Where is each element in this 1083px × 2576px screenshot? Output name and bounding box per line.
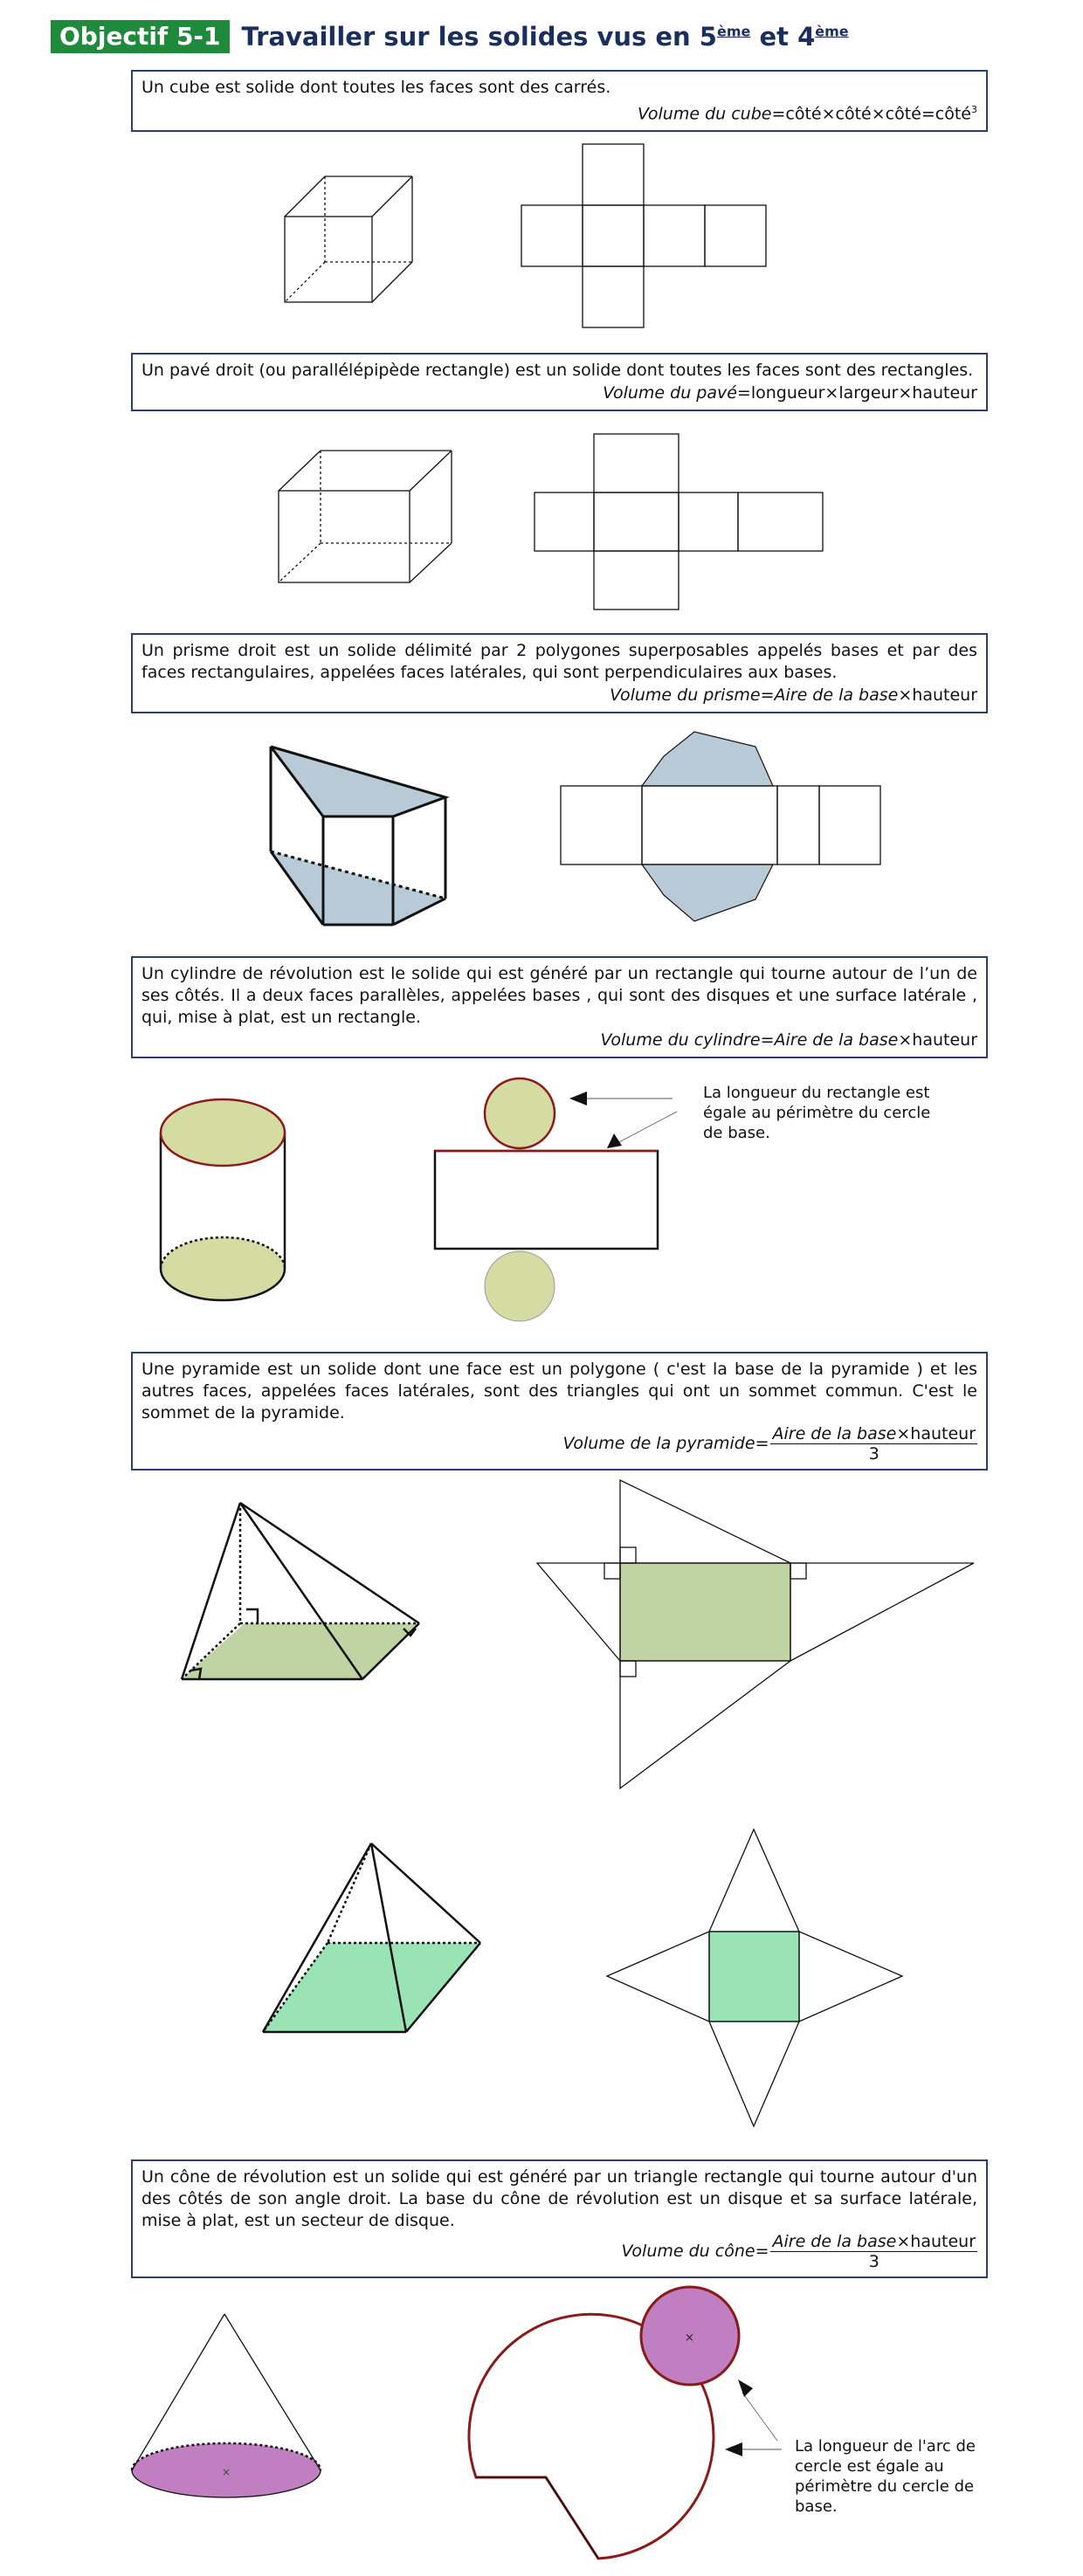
prisme-volume-formula: Volume du prisme=Aire de la base×hauteur xyxy=(610,685,977,705)
cylindre-note: La longueur du rectangle est égale au périmètre du cercle de base. xyxy=(703,1084,931,1142)
pave-definition-box xyxy=(131,353,988,411)
cube-drawing xyxy=(279,166,419,306)
pyramide-rectangle-drawing xyxy=(175,1498,428,1685)
cylindre-volume-formula: Volume du cylindre=Aire de la base×hauteur xyxy=(600,1030,977,1050)
pave-definition: Un pavé droit (ou parallélépipède rectangle) est un solide dont toutes les faces sont des rectangles. xyxy=(141,361,974,380)
page-title xyxy=(51,19,849,54)
prisme-drawing xyxy=(262,738,454,934)
cone-base-center-mark: × xyxy=(222,2466,231,2478)
pyramide-carree-net xyxy=(603,1825,913,2135)
cube-definition-box xyxy=(131,70,988,132)
cone-drawing xyxy=(127,2310,328,2502)
prisme-definition: Un prisme droit est un solide délimité par 2 polygones superposables appelés bases et par des faces rectangulaires, appelées faces latérales, qui sont perpendiculaires aux bases. xyxy=(141,641,977,682)
objective-badge: Objectif 5-1 xyxy=(51,20,230,53)
prisme-net xyxy=(559,725,891,930)
pave-volume-formula: Volume du pavé=longueur×largeur×hauteur xyxy=(603,383,977,403)
cube-volume-formula: Volume du cube=côté×côté×côté=côté$^3$ xyxy=(638,104,977,124)
pyramide-rectangle-net xyxy=(533,1476,987,1794)
cone-volume-formula: Volume du cône= $\frac{\text{Aire de la base×hauteur}}{3}$ xyxy=(621,2232,976,2271)
cylindre-definition-box xyxy=(131,956,988,1058)
cube-net xyxy=(520,142,773,330)
cone-net xyxy=(463,2275,812,2567)
pyramide-carree-drawing xyxy=(258,1838,485,2039)
pyramide-volume-formula: Volume de la pyramide= $\frac{\text{Aire de la base×hauteur}}{3}$ xyxy=(562,1424,976,1464)
title-text: Travailler sur les solides vus en 5ème et 4ème xyxy=(241,22,849,52)
cylindre-net xyxy=(428,1074,690,1323)
cone-definition-box xyxy=(131,2159,988,2278)
pyramide-definition-box xyxy=(131,1352,988,1471)
cone-definition: Un cône de révolution est un solide qui est généré par un triangle rectangle qui tourne autour d'un des côtés de son angle droit. La base du cône de révolution est un disque et sa surface latérale, mise à plat, est un secteur de disque. xyxy=(141,2167,977,2230)
prisme-definition-box xyxy=(131,633,988,713)
cylindre-definition: Un cylindre de révolution est le solide qui est généré par un rectangle qui tourne autour de l’un de ses côtés. Il a deux faces parallèles, appelées bases , qui sont des disques et une surface latérale , qui, mise à plat, est un rectangle. xyxy=(141,964,977,1027)
pyramide-definition: Une pyramide est un solide dont une face est un polygone ( c'est la base de la pyramide ) et les autres faces, appelées faces latérales, sont des triangles qui ont un sommet commun. C'est le sommet de la pyramide. xyxy=(141,1360,977,1422)
cylindre-drawing xyxy=(153,1096,297,1305)
cone-disc-center-mark: × xyxy=(685,2331,694,2345)
pave-drawing xyxy=(275,447,459,587)
cone-note: La longueur de l'arc de cercle est égale au périmètre du cercle de base. xyxy=(795,2437,976,2516)
cube-definition: Un cube est solide dont toutes les faces sont des carrés. xyxy=(141,78,611,97)
pave-net xyxy=(533,432,830,611)
